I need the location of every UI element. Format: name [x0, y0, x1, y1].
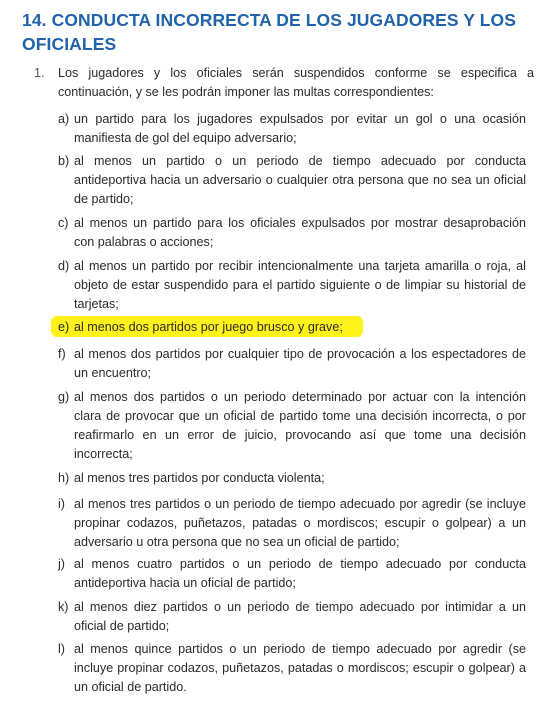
- list-marker: c): [58, 216, 69, 230]
- list-text: al menos un partido o un periodo de tiempo adecuado por conducta antideportiva hacia un adversario o cualquier otra persona que no sea un oficial de partido;: [74, 154, 526, 206]
- list-item-d: [58, 257, 526, 314]
- list-marker: g): [58, 390, 70, 404]
- list-marker: h): [58, 471, 70, 485]
- list-marker: d): [58, 259, 70, 273]
- list-text-highlighted: al menos dos partidos por juego brusco y grave;: [74, 320, 343, 334]
- list-text: al menos diez partidos o un periodo de tiempo adecuado por intimidar a un oficial de partido;: [74, 600, 526, 633]
- list-text: al menos un partido por recibir intencionalmente una tarjeta amarilla o roja, al objeto de estar suspendido para el partido siguiente o de limpiar su historial de tarjetas;: [74, 259, 526, 311]
- intro-text: Los jugadores y los oficiales serán suspendidos conforme se especifica a continuación, y se les podrán imponer las multas correspondientes:: [58, 66, 534, 99]
- list-item-e: [58, 318, 526, 337]
- list-text: al menos cuatro partidos o un periodo de tiempo adecuado por conducta antideportiva hacia un oficial de partido;: [74, 557, 526, 590]
- list-marker: l): [58, 642, 65, 656]
- list-item-f: [58, 345, 526, 383]
- list-marker: i): [58, 497, 65, 511]
- list-item-h: [58, 469, 526, 488]
- list-marker: b): [58, 154, 70, 168]
- intro-marker: 1.: [34, 66, 45, 80]
- list-item-a: [58, 110, 526, 148]
- list-marker: k): [58, 600, 69, 614]
- list-item-b: [58, 152, 526, 209]
- list-text: al menos quince partidos o un periodo de tiempo adecuado por agredir (se incluye propinar codazos, puñetazos, patadas o mordiscos; escupir o golpear) a un oficial de partido.: [74, 642, 526, 694]
- list-item-k: [58, 598, 526, 636]
- list-item-l: [58, 640, 526, 697]
- section-heading: [22, 8, 542, 56]
- list-text: un partido para los jugadores expulsados por evitar un gol o una ocasión manifiesta de gol del equipo adversario;: [74, 112, 526, 145]
- section-number: 14.: [22, 10, 47, 30]
- list-marker: e): [58, 320, 70, 334]
- intro-paragraph: [34, 64, 534, 102]
- list-marker: a): [58, 112, 70, 126]
- list-marker: j): [58, 557, 65, 571]
- section-title: CONDUCTA INCORRECTA DE LOS JUGADORES Y LOS OFICIALES: [22, 10, 517, 54]
- list-text: al menos tres partidos por conducta violenta;: [74, 471, 325, 485]
- list-item-j: [58, 555, 526, 593]
- list-text: al menos dos partidos por cualquier tipo de provocación a los espectadores de un encuentro;: [74, 347, 526, 380]
- list-item-g: [58, 388, 526, 464]
- list-marker: f): [58, 347, 66, 361]
- list-item-c: [58, 214, 526, 252]
- list-text: al menos tres partidos o un periodo de tiempo adecuado por agredir (se incluye propinar codazos, puñetazos, patadas o mordiscos; escupir o golpear) a un adversario u otra persona que no sea un oficial de partido;: [74, 497, 526, 549]
- list-item-i: [58, 495, 526, 552]
- list-text: al menos un partido para los oficiales expulsados por mostrar desaprobación con palabras o acciones;: [74, 216, 526, 249]
- list-text: al menos dos partidos o un periodo determinado por actuar con la intención clara de provocar que un oficial de partido tome una decisión incorrecta, o por reafirmarlo en un error de juicio, provocando así que tome una decisión incorrecta;: [74, 390, 526, 461]
